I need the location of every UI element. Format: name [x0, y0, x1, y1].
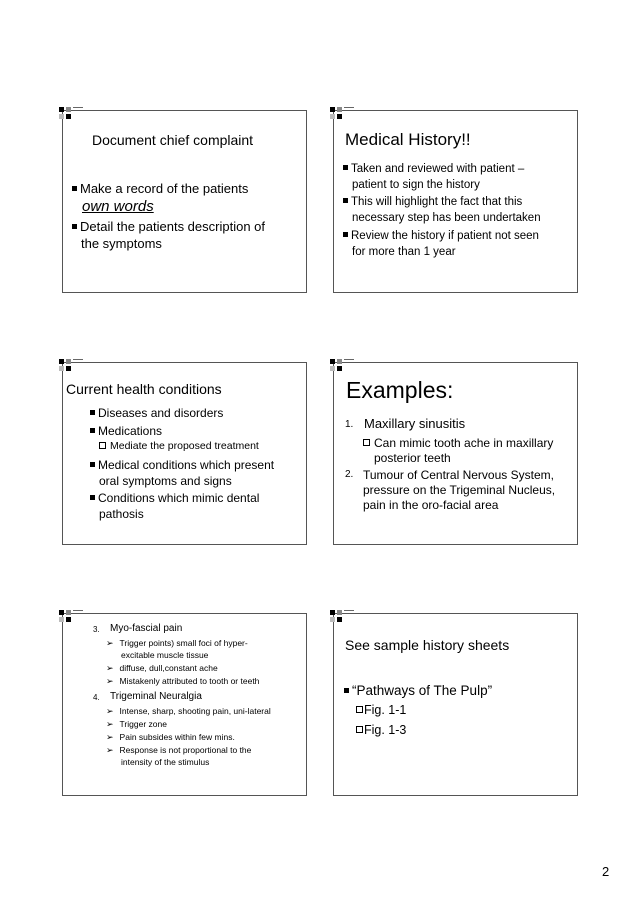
slide-current-health-conditions	[62, 362, 307, 545]
slide-title: See sample history sheets	[345, 637, 510, 653]
slide-document-chief-complaint	[62, 110, 307, 293]
square-bullet-icon	[343, 165, 348, 170]
slide-corner-decoration	[59, 107, 75, 123]
slide-title: Medical History!!	[345, 130, 471, 149]
page-number: 2	[602, 864, 610, 879]
bullet-item: Detail the patients description of	[72, 220, 265, 233]
slide-myofascial-trigeminal	[62, 613, 307, 796]
list-number: 4.	[93, 693, 100, 702]
bullet-item: Make a record of the patients	[72, 182, 248, 195]
slide-corner-decoration	[330, 107, 346, 123]
arrow-bullet-item: ➢ Intense, sharp, shooting pain, uni-lateral	[106, 706, 271, 716]
sub-bullet-continuation: posterior teeth	[374, 451, 451, 465]
square-bullet-icon	[344, 688, 349, 693]
list-number: 1.	[345, 419, 354, 430]
square-bullet-icon	[90, 410, 95, 415]
list-item-continuation: pressure on the Trigeminal Nucleus,	[363, 483, 556, 497]
bullet-continuation: necessary step has been undertaken	[352, 212, 541, 224]
arrow-bullet-item: ➢ Mistakenly attributed to tooth or teeth	[106, 676, 260, 686]
slide-title: Document chief complaint	[92, 132, 254, 148]
arrow-bullet-item: ➢ Trigger zone	[106, 719, 167, 729]
sub-bullet-item: Fig. 1-1	[356, 704, 406, 717]
bullet-item: This will highlight the fact that this	[343, 197, 522, 209]
bullet-continuation: for more than 1 year	[352, 246, 456, 258]
bullet-continuation: the symptoms	[81, 236, 162, 251]
slide-title: Current health conditions	[66, 381, 222, 397]
slide-title: Examples:	[346, 377, 454, 403]
bullet-continuation: oral symptoms and signs	[99, 474, 232, 488]
bullet-item: Medical conditions which present	[90, 459, 274, 471]
list-number: 3.	[93, 625, 100, 634]
bullet-item: Taken and reviewed with patient –	[343, 164, 524, 176]
emphasis-text: own words	[82, 198, 154, 215]
slide-corner-decoration	[59, 610, 75, 626]
sub-bullet-item: Mediate the proposed treatment	[99, 441, 259, 452]
slide-examples	[333, 362, 578, 545]
square-bullet-icon	[90, 462, 95, 467]
bullet-item: Medications	[90, 425, 162, 437]
arrow-bullet-continuation: excitable muscle tissue	[121, 650, 209, 660]
arrow-bullet-icon: ➢	[106, 745, 114, 755]
arrow-bullet-item: ➢ Pain subsides within few mins.	[106, 732, 235, 742]
bullet-item: “Pathways of The Pulp”	[344, 684, 492, 698]
square-bullet-icon	[343, 198, 348, 203]
slide-sample-history-sheets	[333, 613, 578, 796]
arrow-bullet-icon: ➢	[106, 719, 114, 729]
arrow-bullet-icon: ➢	[106, 663, 114, 673]
arrow-bullet-icon: ➢	[106, 706, 114, 716]
checkbox-bullet-icon	[356, 706, 363, 713]
square-bullet-icon	[343, 232, 348, 237]
square-bullet-icon	[90, 495, 95, 500]
slide-corner-decoration	[59, 359, 75, 375]
list-item: Trigeminal Neuralgia	[110, 691, 202, 702]
arrow-bullet-item: ➢ diffuse, dull,constant ache	[106, 663, 218, 673]
list-item-continuation: pain in the oro-facial area	[363, 498, 499, 512]
arrow-bullet-icon: ➢	[106, 732, 114, 742]
square-bullet-icon	[72, 224, 77, 229]
checkbox-bullet-icon	[363, 439, 370, 446]
square-bullet-icon	[72, 186, 77, 191]
arrow-bullet-icon: ➢	[106, 638, 114, 648]
square-bullet-icon	[90, 428, 95, 433]
bullet-continuation: pathosis	[99, 507, 144, 521]
checkbox-bullet-icon	[99, 442, 106, 449]
slide-corner-decoration	[330, 359, 346, 375]
slide-medical-history	[333, 110, 578, 293]
sub-bullet-item: Can mimic tooth ache in maxillary	[363, 437, 553, 449]
arrow-bullet-item: ➢ Response is not proportional to the	[106, 745, 252, 755]
arrow-bullet-item: ➢ Trigger points) small foci of hyper-	[106, 638, 248, 648]
arrow-bullet-continuation: intensity of the stimulus	[121, 757, 210, 767]
bullet-item: Diseases and disorders	[90, 407, 223, 419]
slide-corner-decoration	[330, 610, 346, 626]
checkbox-bullet-icon	[356, 726, 363, 733]
bullet-continuation: patient to sign the history	[352, 179, 480, 191]
list-item: Tumour of Central Nervous System,	[363, 468, 554, 482]
bullet-item: Review the history if patient not seen	[343, 231, 539, 243]
list-item: Maxillary sinusitis	[364, 416, 466, 431]
arrow-bullet-icon: ➢	[106, 676, 114, 686]
bullet-item: Conditions which mimic dental	[90, 492, 259, 504]
list-item: Myo-fascial pain	[110, 623, 183, 634]
list-number: 2.	[345, 469, 354, 480]
sub-bullet-item: Fig. 1-3	[356, 724, 406, 737]
